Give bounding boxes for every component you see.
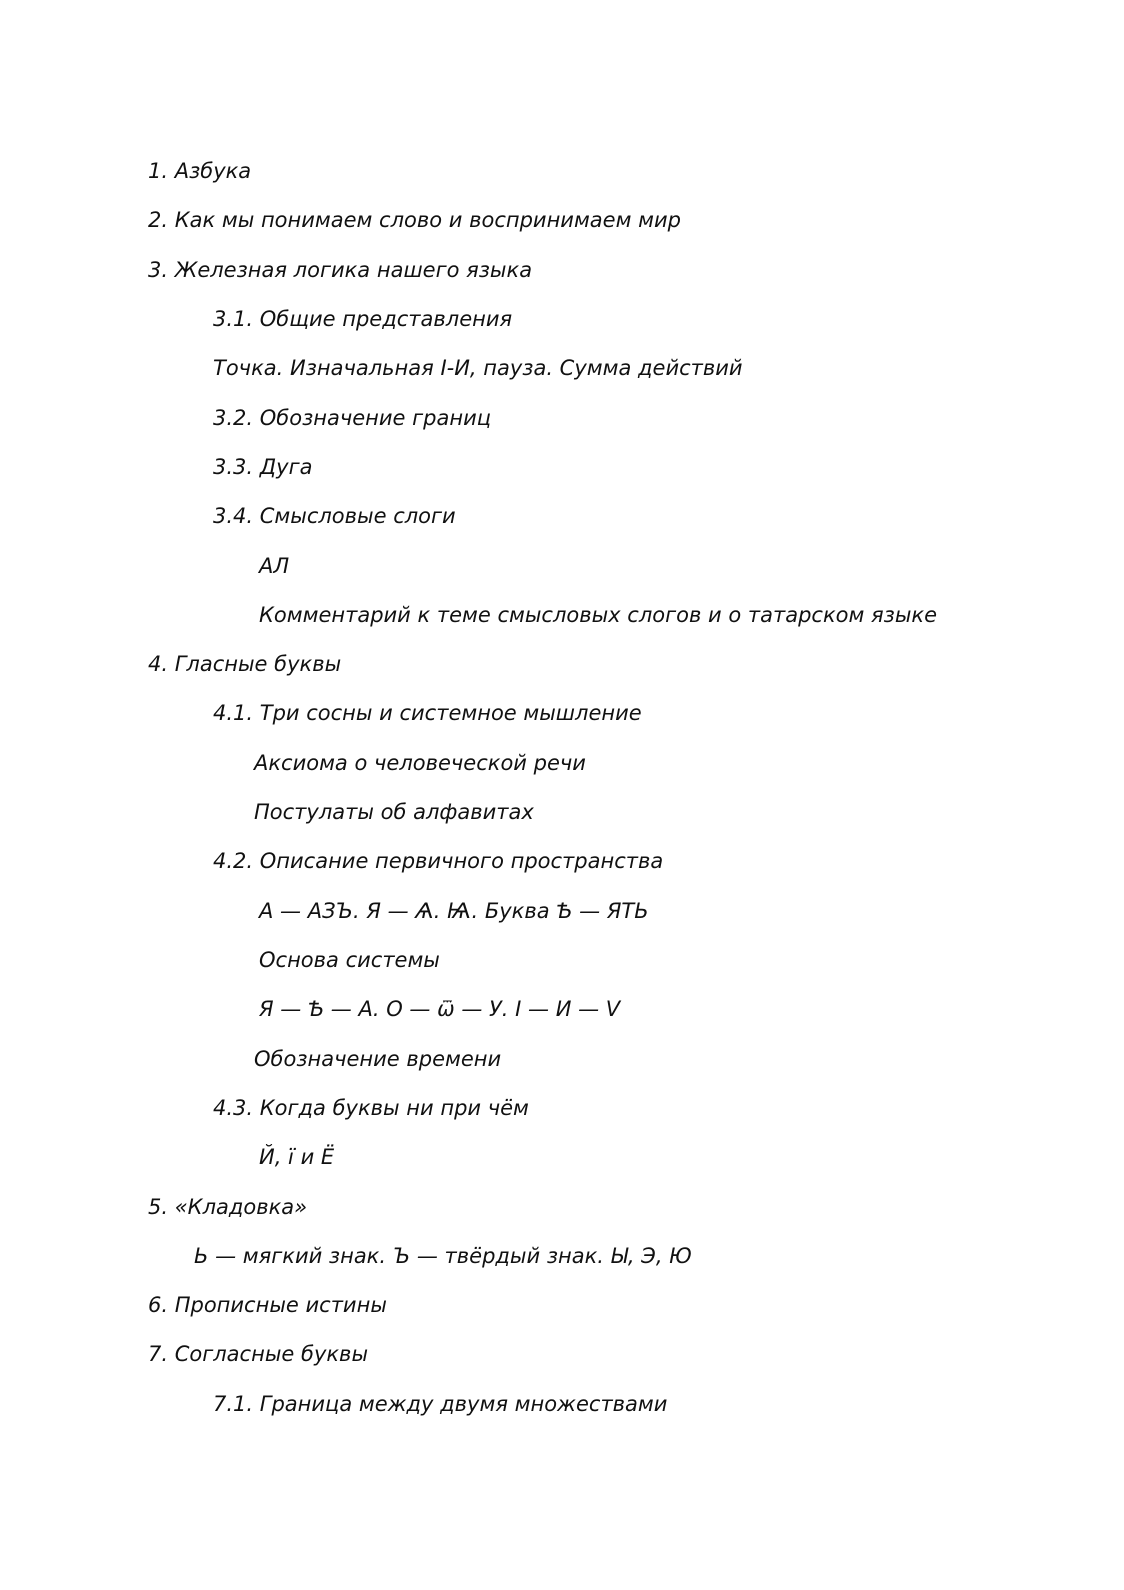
toc-item-3-2: 3.2. Обозначение границ	[213, 406, 492, 430]
toc-item-4: 4. Гласные буквы	[148, 652, 342, 676]
toc-item-4-3: 4.3. Когда буквы ни при чём	[213, 1096, 529, 1120]
toc-item-1: 1. Азбука	[148, 159, 252, 183]
toc-item-2: 2. Как мы понимаем слово и воспринимаем мир	[148, 208, 681, 232]
toc-subitem-basis: Основа системы	[259, 948, 440, 972]
toc-item-3: 3. Железная логика нашего языка	[148, 258, 533, 282]
toc-item-3-4: 3.4. Смысловые слоги	[213, 504, 456, 528]
toc-subitem-signs: Ь — мягкий знак. Ъ — твёрдый знак. Ы, Э, Ю	[194, 1244, 692, 1268]
toc-item-7-1: 7.1. Граница между двумя множествами	[213, 1392, 668, 1416]
toc-subitem-yo: Й, ї и Ё	[259, 1145, 335, 1169]
toc-subitem-triads: Я — Ѣ — А. О — ѿ — У. I — И — V	[259, 997, 621, 1021]
toc-subitem-az: А — АЗЪ. Я — Ѧ. Ѩ. Буква Ѣ — ЯТЬ	[259, 899, 649, 923]
toc-subitem-comment: Комментарий к теме смысловых слогов и о татарском языке	[259, 603, 937, 627]
toc-subitem-tochka: Точка. Изначальная I-И, пауза. Сумма действий	[213, 356, 743, 380]
toc-item-6: 6. Прописные истины	[148, 1293, 387, 1317]
toc-subitem-postulates: Постулаты об алфавитах	[254, 800, 534, 824]
toc-item-5: 5. «Кладовка»	[148, 1195, 308, 1219]
toc-subitem-al: АЛ	[259, 554, 290, 578]
toc-item-3-3: 3.3. Дуга	[213, 455, 313, 479]
toc-item-4-1: 4.1. Три сосны и системное мышление	[213, 701, 642, 725]
toc-item-7: 7. Согласные буквы	[148, 1342, 369, 1366]
toc-subitem-time: Обозначение времени	[254, 1047, 502, 1071]
toc-item-4-2: 4.2. Описание первичного пространства	[213, 849, 664, 873]
toc-subitem-axiom: Аксиома о человеческой речи	[254, 751, 586, 775]
toc-item-3-1: 3.1. Общие представления	[213, 307, 513, 331]
